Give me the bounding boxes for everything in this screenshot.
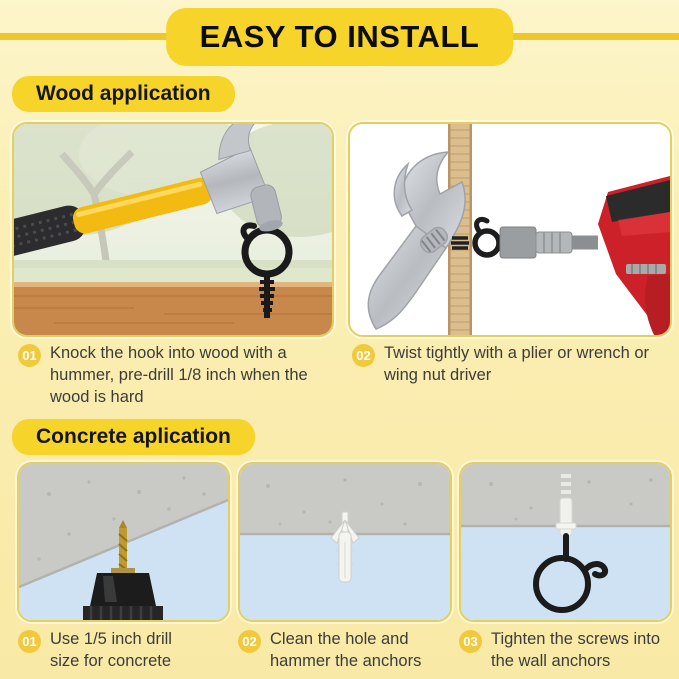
wood-panel-hammer: [12, 122, 334, 337]
step-text: Tighten the screws into the wall anchors: [491, 630, 661, 670]
wood-step-2: [352, 343, 670, 387]
wood-step-1: [18, 343, 330, 408]
step-number-badge: 03: [459, 630, 482, 653]
concrete-step-2: [238, 629, 450, 673]
step-text: Twist tightly with a plier or wrench or wing nut driver: [384, 344, 650, 384]
wood-panel-wrench-driver: [348, 122, 672, 337]
concrete-panel-drill-bit: [17, 462, 230, 622]
step-number-badge: 01: [18, 630, 41, 653]
concrete-step-1: [18, 629, 226, 673]
step-number-badge: 01: [18, 344, 41, 367]
wrench-driver-illustration: [350, 124, 670, 335]
hook-anchor-illustration: [461, 464, 670, 620]
step-text: Use 1/5 inch drill size for concrete: [50, 630, 172, 670]
step-text: Knock the hook into wood with a hummer, pre-drill 1/8 inch when the wood is hard: [50, 344, 308, 406]
wood-application-label: Wood application: [12, 76, 235, 112]
step-number-badge: 02: [352, 344, 375, 367]
step-number-badge: 02: [238, 630, 261, 653]
page-title: EASY TO INSTALL: [166, 8, 514, 66]
step-text: Clean the hole and hammer the anchors: [270, 630, 422, 670]
concrete-application-label: Concrete aplication: [12, 419, 255, 455]
concrete-panel-anchor: [238, 462, 452, 622]
concrete-panel-hook: [459, 462, 672, 622]
hammer-hook-illustration: [14, 124, 332, 335]
concrete-step-3: [459, 629, 677, 673]
drill-bit-illustration: [19, 464, 228, 620]
wood-plank: [14, 282, 332, 335]
wall-anchor-illustration: [240, 464, 450, 620]
